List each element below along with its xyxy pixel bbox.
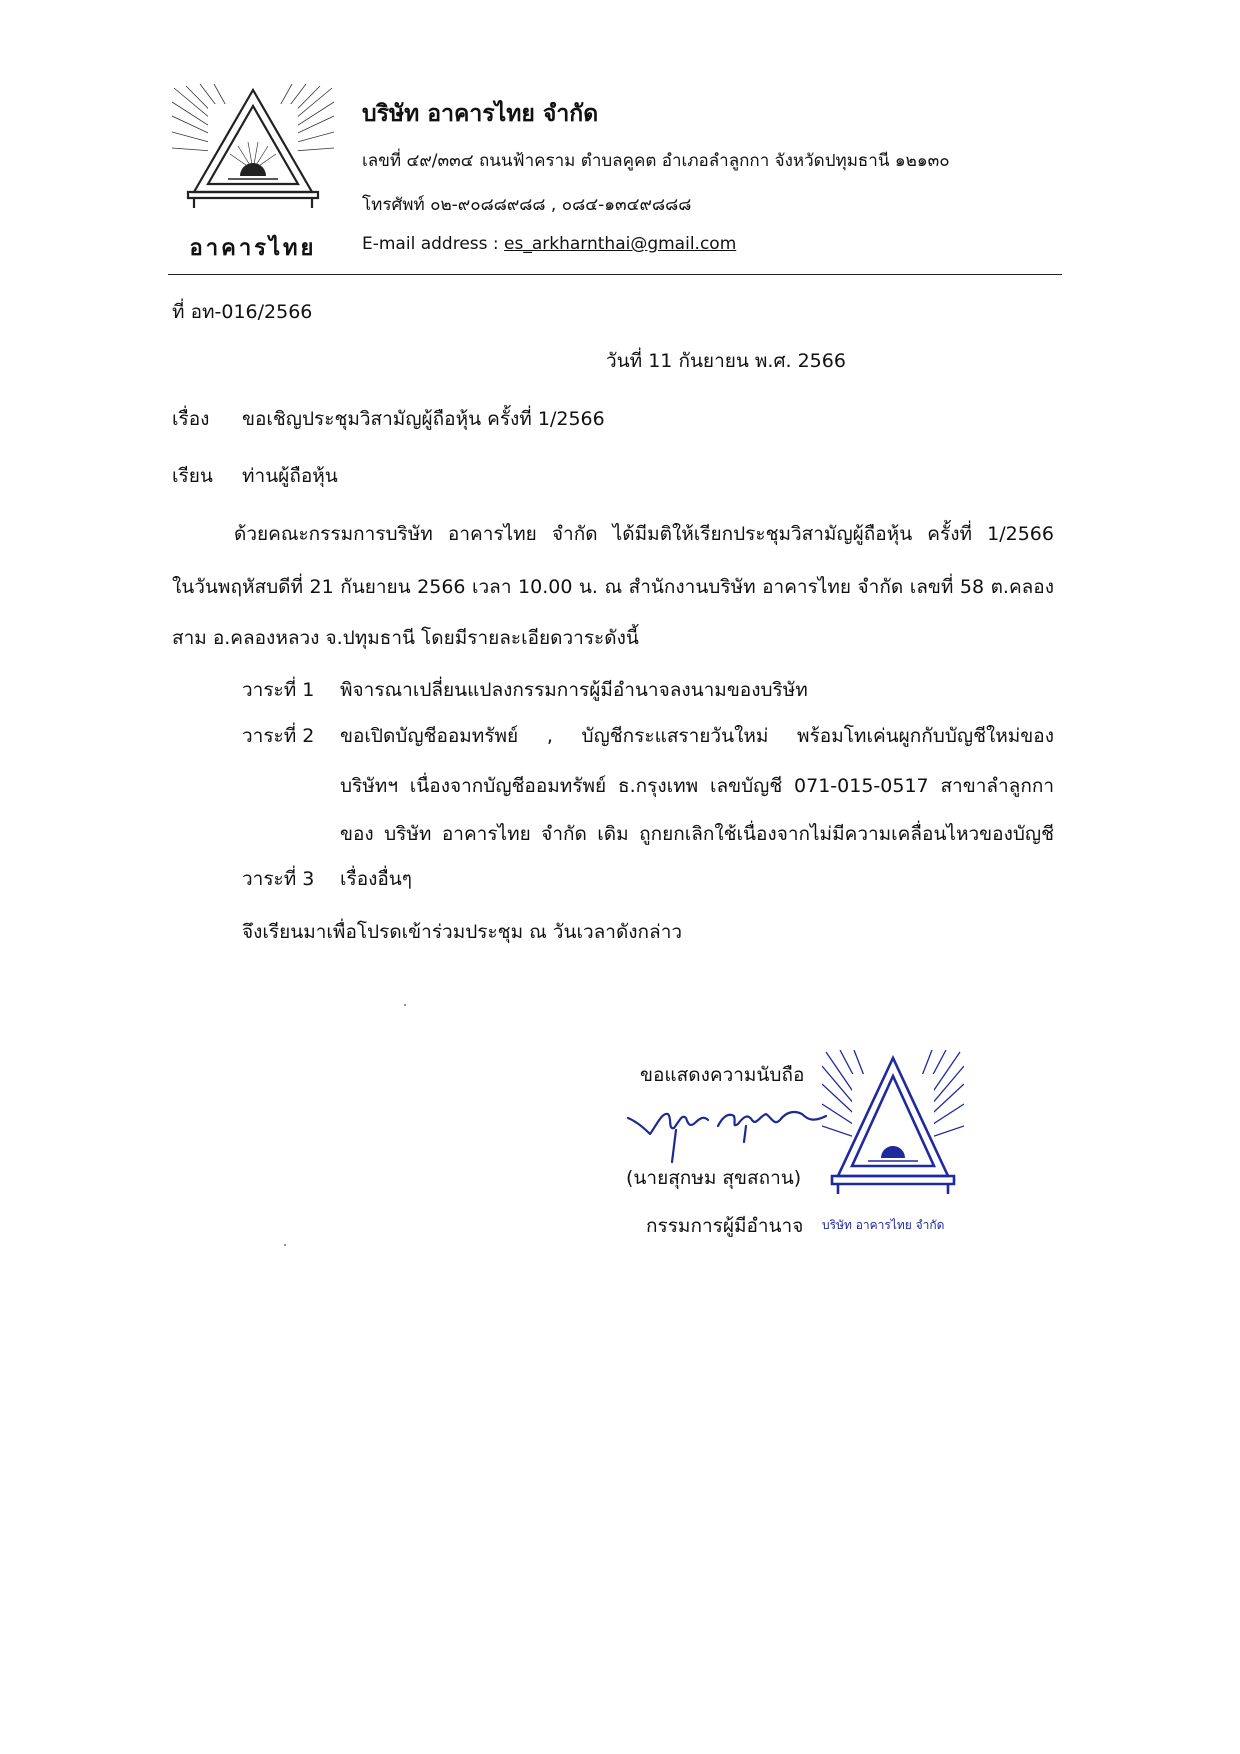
- stamp-company-name: บริษัท อาคารไทย จำกัด: [822, 1218, 945, 1232]
- agenda-3-text: เรื่องอื่นๆ: [340, 868, 412, 890]
- logo-wordmark: อาคารไทย: [189, 236, 317, 261]
- recipient-text: ท่านผู้ถือหุ้น: [242, 465, 338, 487]
- subject-label: เรื่อง: [172, 408, 210, 430]
- company-phone: โทรศัพท์ ๐๒-๙๐๘๘๙๘๘ , ๐๘๔-๑๓๔๙๘๘๘: [362, 195, 692, 215]
- agenda-1-text: พิจารณาเปลี่ยนแปลงกรรมการผู้มีอำนาจลงนามของบริษัท: [340, 679, 808, 701]
- signer-name: (นายสุกษม สุขสถาน): [626, 1167, 802, 1189]
- company-name: บริษัท อาคารไทย จำกัด: [362, 101, 599, 127]
- subject-text: ขอเชิญประชุมวิสามัญผู้ถือหุ้น ครั้งที่ 1/2566: [242, 408, 605, 430]
- email-label: E-mail address :: [362, 234, 505, 254]
- closing-sentence: จึงเรียนมาเพื่อโปรดเข้าร่วมประชุม ณ วันเวลาดังกล่าว: [242, 921, 683, 943]
- paragraph-line: ในวันพฤหัสบดีที่ 21 กันยายน 2566 เวลา 10.00 น. ณ สำนักงานบริษัท อาคารไทย จำกัด เลขที่ 58 ต.คลอง: [172, 576, 1054, 598]
- regards-text: ขอแสดงความนับถือ: [640, 1064, 805, 1086]
- recipient-label: เรียน: [172, 465, 213, 487]
- agenda-2-text: ของ บริษัท อาคารไทย จำกัด เดิม ถูกยกเลิกใช้เนื่องจากไม่มีความเคลื่อนไหวของบัญชี: [340, 823, 1054, 845]
- agenda-2-text: ขอเปิดบัญชีออมทรัพย์ , บัญชีกระแสรายวันใหม่ พร้อมโทเค่นผูกกับบัญชีใหม่ของ: [340, 725, 1054, 747]
- letter-date: วันที่ 11 กันยายน พ.ศ. 2566: [606, 350, 846, 372]
- agenda-2-text: บริษัทฯ เนื่องจากบัญชีออมทรัพย์ ธ.กรุงเทพ เลขบัญชี 071-015-0517 สาขาลำลูกกา: [340, 775, 1054, 797]
- paragraph-line: ด้วยคณะกรรมการบริษัท อาคารไทย จำกัด ได้มีมติให้เรียกประชุมวิสามัญผู้ถือหุ้น ครั้งที่ 1/2566: [234, 523, 1054, 545]
- paragraph-line: สาม อ.คลองหลวง จ.ปทุมธานี โดยมีรายละเอียดวาระดังนี้: [172, 627, 639, 649]
- header-divider: [168, 274, 1062, 275]
- agenda-1-label: วาระที่ 1: [242, 679, 315, 701]
- scan-speck: [404, 1004, 406, 1006]
- handwritten-signature: [626, 1100, 836, 1166]
- reference-number: ที่ อท-016/2566: [172, 301, 313, 323]
- email-link[interactable]: es_arkharnthai@gmail.com: [504, 234, 737, 254]
- company-stamp: [822, 1050, 964, 1196]
- company-email-line: [362, 234, 736, 254]
- signer-title: กรรมการผู้มีอำนาจ: [646, 1215, 804, 1237]
- agenda-3-label: วาระที่ 3: [242, 868, 315, 890]
- agenda-2-label: วาระที่ 2: [242, 725, 315, 747]
- scan-speck: [284, 1244, 286, 1246]
- company-address: เลขที่ ๔๙/๓๓๔ ถนนฟ้าคราม ตำบลคูคต อำเภอลำลูกกา จังหวัดปทุมธานี ๑๒๑๓๐: [362, 151, 950, 171]
- company-logo: [172, 84, 334, 212]
